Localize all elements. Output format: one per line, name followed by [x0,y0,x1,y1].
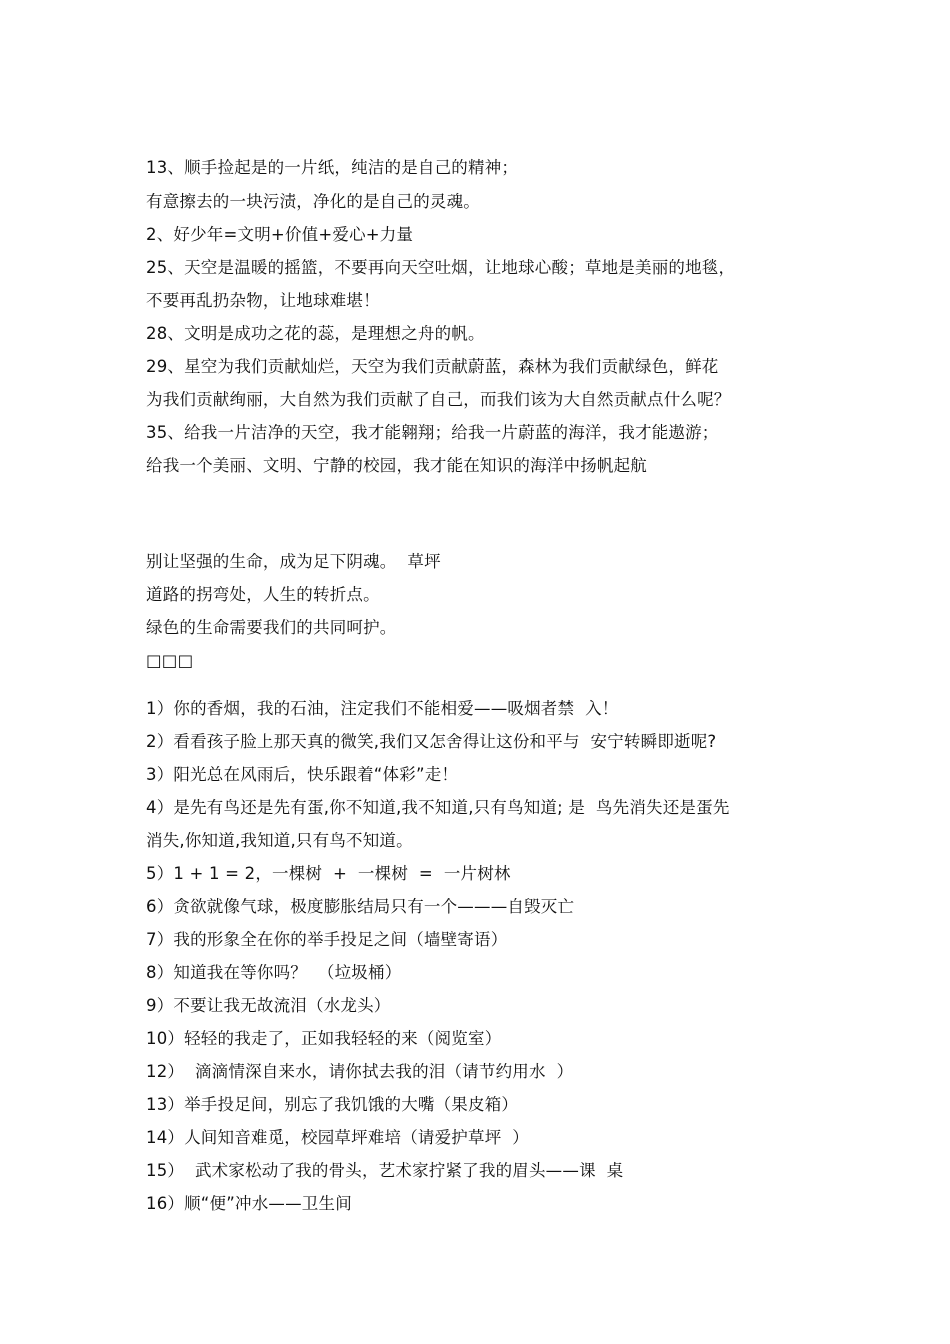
list-item: 2）看看孩子脸上那天真的微笑,我们又怎舍得让这份和平与 安宁转瞬即逝呢? [146,732,717,751]
text-line: 25、天空是温暖的摇篮，不要再向天空吐烟，让地球心酸；草地是美丽的地毯， [146,258,736,277]
list-item: 13）举手投足间，别忘了我饥饿的大嘴（果皮箱） [146,1095,519,1114]
text-line: 给我一个美丽、文明、宁静的校园，我才能在知识的海洋中扬帆起航 [146,456,647,475]
list-item: 1）你的香烟，我的石油，注定我们不能相爱——吸烟者禁 入！ [146,699,619,718]
list-item: 6）贪欲就像气球，极度膨胀结局只有一个———自毁灭亡 [146,897,575,916]
text-line: 有意擦去的一块污渍，净化的是自己的灵魂。 [146,192,480,211]
list-item: 8）知道我在等你吗？ （垃圾桶） [146,963,402,982]
text-line: 别让坚强的生命，成为足下阴魂。 草坪 [146,552,441,571]
list-item: 7）我的形象全在你的举手投足之间（墙壁寄语） [146,930,508,949]
text-line: 绿色的生命需要我们的共同呵护。 [146,618,397,637]
list-item: 10）轻轻的我走了，正如我轻轻的来（阅览室） [146,1029,502,1048]
list-item: 9）不要让我无故流泪（水龙头） [146,996,391,1015]
list-item: 12） 滴滴情深自来水，请你拭去我的泪（请节约用水 ） [146,1062,574,1081]
list-item: 消失,你知道,我知道,只有鸟不知道。 [146,831,413,850]
text-line: □□□ [146,651,194,670]
text-line: 13、顺手捡起是的一片纸，纯洁的是自己的精神； [146,158,519,177]
text-line: 29、星空为我们贡献灿烂，天空为我们贡献蔚蓝，森林为我们贡献绿色，鲜花 [146,357,719,376]
text-line: 为我们贡献绚丽，大自然为我们贡献了自己，而我们该为大自然贡献点什么呢？ [146,390,731,409]
text-line: 28、文明是成功之花的蕊，是理想之舟的帆。 [146,324,485,343]
text-line: 35、给我一片洁净的天空，我才能翱翔；给我一片蔚蓝的海洋，我才能遨游； [146,423,719,442]
text-line: 不要再乱扔杂物，让地球难堪！ [146,291,380,310]
list-item: 14）人间知音难觅，校园草坪难培（请爱护草坪 ） [146,1128,529,1147]
text-line: 道路的拐弯处，人生的转折点。 [146,585,380,604]
list-item: 5）1 + 1 = 2，一棵树 + 一棵树 = 一片树林 [146,864,511,883]
list-item: 4）是先有鸟还是先有蛋,你不知道,我不知道,只有鸟知道; 是 鸟先消失还是蛋先 [146,798,730,817]
text-line: 2、好少年=文明+价值+爱心+力量 [146,225,414,244]
list-item: 15） 武术家松动了我的骨头，艺术家拧紧了我的眉头——课 桌 [146,1161,624,1180]
list-item: 16）顺“便”冲水——卫生间 [146,1194,352,1213]
list-item: 3）阳光总在风雨后，快乐跟着“体彩”走！ [146,765,459,784]
